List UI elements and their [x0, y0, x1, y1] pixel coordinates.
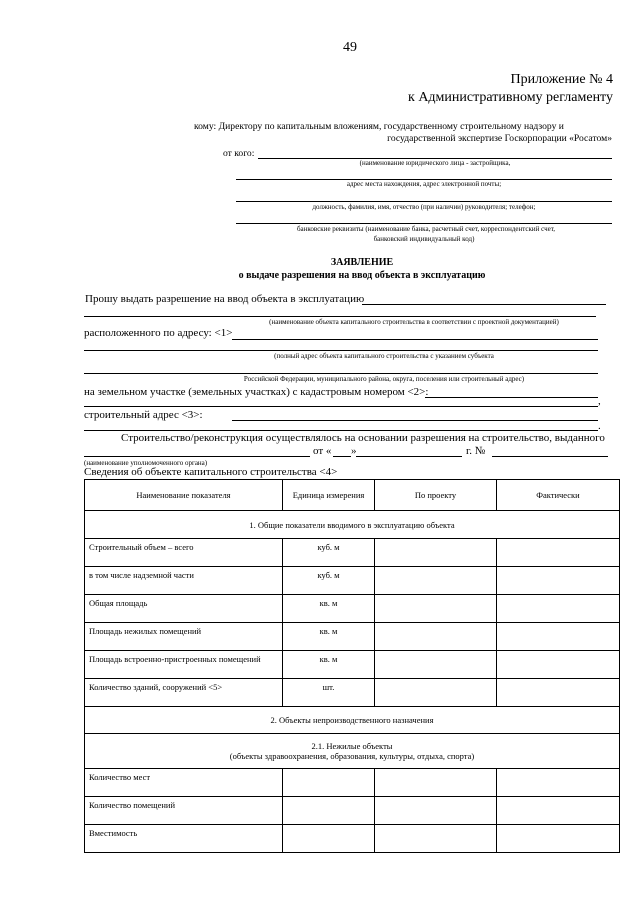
addressee-to-line1: кому: Директору по капитальным вложениям, государственному строительному надзору и — [194, 121, 564, 132]
address-line-3[interactable] — [84, 373, 598, 374]
from-hint-4a: банковские реквизиты (наименование банка, расчетный счет, корреспондентский счет, — [296, 225, 556, 233]
row-actual-cell[interactable] — [497, 679, 620, 707]
cadastral-line[interactable] — [425, 397, 598, 398]
row-name: Площадь встроенно-пристроенных помещений — [85, 651, 283, 679]
permit-month-line[interactable] — [356, 456, 462, 457]
build-address-line[interactable] — [232, 420, 598, 421]
from-hint-4b: банковский индивидуальный код) — [373, 235, 475, 243]
row-project-cell[interactable] — [375, 539, 497, 567]
row-unit — [283, 825, 375, 853]
appendix-title: Приложение № 4 — [510, 72, 613, 87]
row-name: в том числе надземной части — [85, 567, 283, 595]
cadastral-comma: , — [598, 395, 601, 407]
col-header-name: Наименование показателя — [85, 480, 283, 511]
row-name: Количество мест — [85, 769, 283, 797]
row-unit: кв. м — [283, 651, 375, 679]
row-unit: кв. м — [283, 595, 375, 623]
row-unit: куб. м — [283, 539, 375, 567]
permit-text: Строительство/реконструкция осуществлялось на основании разрешения на строительство, выданного — [121, 432, 605, 444]
authority-hint: (наименование уполномоченного органа) — [84, 459, 208, 467]
row-name: Количество зданий, сооружений <5> — [85, 679, 283, 707]
table-row — [85, 825, 620, 853]
row-actual-cell[interactable] — [497, 769, 620, 797]
page-number: 49 — [343, 40, 357, 55]
row-name: Вместимость — [85, 825, 283, 853]
col-header-unit: Единица измерения — [283, 480, 375, 511]
table-row — [85, 769, 620, 797]
row-actual-cell[interactable] — [497, 797, 620, 825]
from-hint-2: адрес места нахождения, адрес электронной почты; — [346, 180, 502, 188]
statement-subtitle: о выдаче разрешения на ввод объекта в эксплуатацию — [238, 270, 486, 281]
permit-date-close: » — [351, 445, 357, 457]
row-name: Общая площадь — [85, 595, 283, 623]
permit-number-line[interactable] — [492, 456, 608, 457]
request-text: Прошу выдать разрешение на ввод объекта в эксплуатацию — [85, 293, 365, 305]
from-hint-3: должность, фамилия, имя, отчество (при наличии) руководителя; телефон; — [312, 203, 536, 211]
row-name: Количество помещений — [85, 797, 283, 825]
row-project-cell[interactable] — [375, 825, 497, 853]
addressee-to-line2: государственной экспертизе Госкорпорации «Росатом» — [387, 133, 612, 144]
object-info-table — [84, 479, 620, 853]
row-project-cell[interactable] — [375, 651, 497, 679]
row-project-cell[interactable] — [375, 595, 497, 623]
table-row — [85, 623, 620, 651]
cadastral-line-2[interactable] — [84, 406, 598, 407]
section-row — [85, 511, 620, 539]
object-name-line[interactable] — [84, 316, 596, 317]
row-actual-cell[interactable] — [497, 567, 620, 595]
permit-year: г. № — [466, 445, 486, 457]
row-unit: куб. м — [283, 567, 375, 595]
section-2-1-line1: 2.1. Нежилые объекты — [311, 741, 393, 751]
authority-line[interactable] — [84, 456, 310, 457]
table-row — [85, 567, 620, 595]
row-actual-cell[interactable] — [497, 651, 620, 679]
table-row — [85, 679, 620, 707]
row-actual-cell[interactable] — [497, 623, 620, 651]
row-project-cell[interactable] — [375, 679, 497, 707]
section-row — [85, 707, 620, 734]
build-address-text: строительный адрес <3>: — [84, 409, 203, 421]
table-row — [85, 797, 620, 825]
section-1-title: 1. Общие показатели вводимого в эксплуатацию объекта — [85, 511, 620, 539]
address-line-1[interactable] — [232, 339, 598, 340]
land-text: на земельном участке (земельных участках) с кадастровым номером <2>: — [84, 386, 429, 398]
row-actual-cell[interactable] — [497, 595, 620, 623]
address-hint-2: Российской Федерации, муниципального района, округа, поселения или строительный адрес) — [243, 375, 525, 383]
table-row — [85, 651, 620, 679]
row-actual-cell[interactable] — [497, 539, 620, 567]
col-header-project: По проекту — [375, 480, 497, 511]
col-header-actual: Фактически — [497, 480, 620, 511]
located-text: расположенного по адресу: <1> — [84, 327, 233, 339]
row-project-cell[interactable] — [375, 623, 497, 651]
permit-date-from: от « — [313, 445, 332, 457]
row-unit — [283, 797, 375, 825]
address-hint-1: (полный адрес объекта капитального строительства с указанием субъекта — [274, 352, 494, 360]
permit-day-line[interactable] — [333, 456, 351, 457]
table-row — [85, 595, 620, 623]
row-name: Строительный объем – всего — [85, 539, 283, 567]
row-unit: кв. м — [283, 623, 375, 651]
section-2-title: 2. Объекты непроизводственного назначения — [85, 707, 620, 734]
section-2-1-line2: (объекты здравоохранения, образования, культуры, отдыха, спорта) — [229, 751, 475, 761]
row-project-cell[interactable] — [375, 769, 497, 797]
request-line[interactable] — [362, 304, 606, 305]
from-line-3[interactable] — [236, 201, 612, 202]
row-name: Площадь нежилых помещений — [85, 623, 283, 651]
row-unit — [283, 769, 375, 797]
from-label: от кого: — [223, 148, 255, 159]
build-address-line-2[interactable] — [84, 430, 598, 431]
from-line-4[interactable] — [236, 223, 612, 224]
address-line-2[interactable] — [84, 350, 598, 351]
row-unit: шт. — [283, 679, 375, 707]
table-header-row — [85, 480, 620, 511]
row-project-cell[interactable] — [375, 797, 497, 825]
section-row — [85, 734, 620, 769]
from-hint-1: (наименование юридического лица - застройщика, — [359, 159, 511, 167]
build-address-dot: . — [598, 420, 601, 432]
info-text: Сведения об объекте капитального строительства <4> — [84, 466, 338, 478]
table-row — [85, 539, 620, 567]
row-actual-cell[interactable] — [497, 825, 620, 853]
row-project-cell[interactable] — [375, 567, 497, 595]
statement-title: ЗАЯВЛЕНИЕ — [330, 257, 394, 268]
section-2-1-title — [85, 734, 620, 769]
object-name-hint: (наименование объекта капитального строительства в соответствии с проектной документацией) — [269, 318, 559, 326]
appendix-subtitle: к Административному регламенту — [408, 90, 613, 105]
